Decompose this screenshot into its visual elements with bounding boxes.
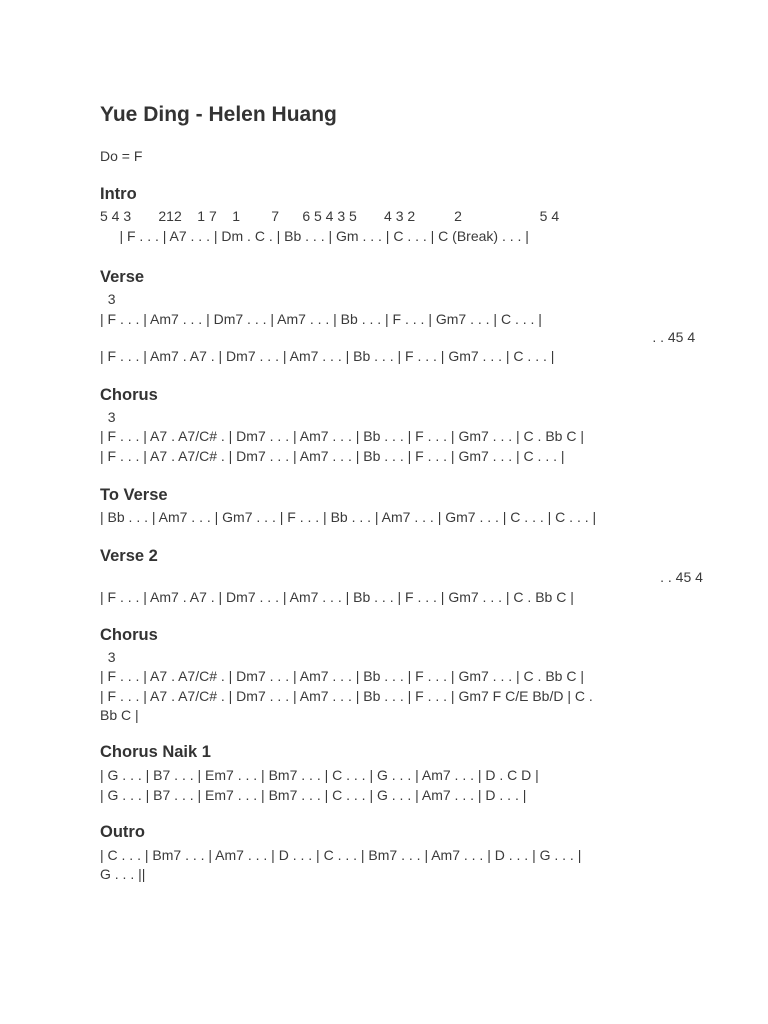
- chord-line: | F . . . | A7 . A7/C# . | Dm7 . . . | Am7 . . . | Bb . . . | F . . . | Gm7 . . . | C . . . |: [100, 448, 565, 464]
- section-heading-outro: Outro: [100, 823, 145, 841]
- notation-line: . . 45 4: [100, 569, 703, 585]
- chord-line: | G . . . | B7 . . . | Em7 . . . | Bm7 . . . | C . . . | G . . . | Am7 . . . | D . C D |: [100, 767, 539, 783]
- chord-line: | F . . . | Am7 . . . | Dm7 . . . | Am7 . . . | Bb . . . | F . . . | Gm7 . . . | C . . . |: [100, 311, 542, 327]
- chord-line: | Bb . . . | Am7 . . . | Gm7 . . . | F . . . | Bb . . . | Am7 . . . | Gm7 . . . | C . . . | C . . . |: [100, 509, 597, 525]
- notation-line: 5 4 3 212 1 7 1 7 6 5 4 3 5 4 3 2 2 5 4: [100, 208, 560, 224]
- chord-line: | F . . . | Am7 . A7 . | Dm7 . . . | Am7 . . . | Bb . . . | F . . . | Gm7 . . . | C . . . |: [100, 348, 555, 364]
- section-heading-to-verse: To Verse: [100, 486, 168, 504]
- chord-line: G . . . ||: [100, 866, 146, 882]
- section-heading-intro: Intro: [100, 185, 137, 203]
- section-heading-chorus-naik-1: Chorus Naik 1: [100, 743, 211, 761]
- chord-line: | F . . . | Am7 . A7 . | Dm7 . . . | Am7 . . . | Bb . . . | F . . . | Gm7 . . . | C . Bb C |: [100, 589, 574, 605]
- chord-line: | C . . . | Bm7 . . . | Am7 . . . | D . . . | C . . . | Bm7 . . . | Am7 . . . | D . . . | G . . . |: [100, 847, 582, 863]
- notation-line: 3: [100, 649, 116, 665]
- chord-line: Bb C |: [100, 707, 139, 723]
- section-heading-chorus: Chorus: [100, 386, 158, 404]
- section-heading-verse-2: Verse 2: [100, 547, 158, 565]
- chord-line: | F . . . | A7 . A7/C# . | Dm7 . . . | Am7 . . . | Bb . . . | F . . . | Gm7 . . . | C . Bb C |: [100, 668, 584, 684]
- chord-line: | F . . . | A7 . A7/C# . | Dm7 . . . | Am7 . . . | Bb . . . | F . . . | Gm7 . . . | C . Bb C |: [100, 428, 584, 444]
- section-heading-chorus-2: Chorus: [100, 626, 158, 644]
- notation-line: 3: [100, 409, 116, 425]
- chord-line: | G . . . | B7 . . . | Em7 . . . | Bm7 . . . | C . . . | G . . . | Am7 . . . | D . . . |: [100, 787, 527, 803]
- chord-line: | F . . . | A7 . . . | Dm . C . | Bb . . . | Gm . . . | C . . . | C (Break) . . . |: [100, 228, 529, 244]
- notation-line: 3: [100, 291, 116, 307]
- chord-line: | F . . . | A7 . A7/C# . | Dm7 . . . | Am7 . . . | Bb . . . | F . . . | Gm7 F C/E Bb/D | C .: [100, 688, 593, 704]
- song-title: Yue Ding - Helen Huang: [100, 103, 337, 126]
- key-signature: Do = F: [100, 148, 143, 164]
- section-heading-verse: Verse: [100, 268, 145, 286]
- notation-line: . . 45 4: [100, 329, 696, 345]
